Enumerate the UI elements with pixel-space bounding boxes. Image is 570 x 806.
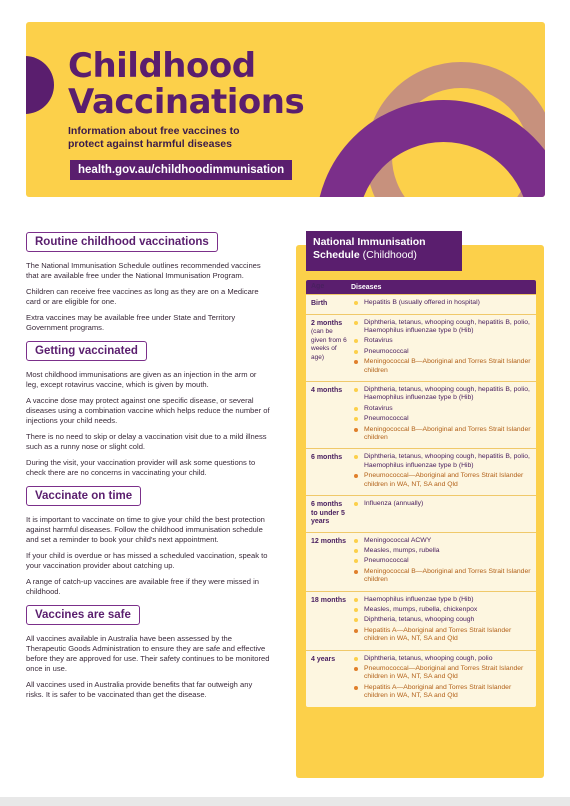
disease-item bbox=[351, 547, 532, 555]
disease-text: Pneumococcal bbox=[364, 557, 409, 565]
disease-item bbox=[351, 415, 532, 423]
paragraph: Extra vaccines may be available free under State and Territory Government programs. bbox=[26, 313, 236, 332]
age-label: 6 months bbox=[311, 454, 343, 462]
disease-item bbox=[351, 472, 532, 489]
paragraph: It is important to vaccinate on time to give your child the best protection against harmful diseases. Follow the childhood immunisation schedule and set a reminder to book your child's next appointment. bbox=[26, 515, 265, 544]
schedule-title: National Immunisation Schedule (Childhood) bbox=[306, 231, 462, 271]
table-row bbox=[306, 591, 536, 650]
column-header-diseases: Diseases bbox=[351, 283, 382, 291]
bullet-dot-icon bbox=[354, 407, 358, 411]
disease-item bbox=[351, 665, 532, 682]
table-row bbox=[306, 294, 536, 314]
left-column bbox=[26, 232, 270, 708]
bullet-dot-icon bbox=[354, 321, 358, 325]
section-routine bbox=[26, 232, 270, 333]
bullet-dot-icon bbox=[354, 388, 358, 392]
bullet-dot-icon bbox=[354, 360, 358, 364]
table-row bbox=[306, 495, 536, 532]
age-label: 4 months bbox=[311, 386, 343, 394]
disease-item bbox=[351, 358, 532, 375]
paragraph: All vaccines used in Australia provide benefits that far outweigh any risks. It is safer to be vaccinated than get the disease. bbox=[26, 680, 253, 699]
disease-text: Measles, mumps, rubella, chickenpox bbox=[364, 605, 478, 613]
table-row bbox=[306, 381, 536, 448]
paragraph: If your child is overdue or has missed a scheduled vaccination, speak to your vaccination provider about catching up. bbox=[26, 551, 268, 570]
age-cell bbox=[306, 449, 351, 495]
section-heading: Getting vaccinated bbox=[26, 341, 147, 361]
bullet-dot-icon bbox=[354, 667, 358, 671]
paragraph: A range of catch-up vaccines are available free if they were missed in childhood. bbox=[26, 577, 259, 596]
bullet-dot-icon bbox=[354, 629, 358, 633]
disease-text: Diphtheria, tetanus, whooping cough, hepatitis B, polio, Haemophilus influenzae type b (Hib) bbox=[364, 453, 530, 469]
section-vaccines-safe bbox=[26, 605, 270, 700]
bullet-dot-icon bbox=[354, 539, 358, 543]
paragraph: A vaccine dose may protect against one specific disease, or several diseases using a combination vaccine which helps reduce the number of injections your child needs. bbox=[26, 396, 270, 425]
disease-item bbox=[351, 386, 532, 403]
table-row bbox=[306, 314, 536, 381]
age-cell bbox=[306, 315, 351, 381]
diseases-cell bbox=[351, 651, 536, 707]
page-subtitle: Information about free vaccines to protect against harmful diseases bbox=[68, 125, 240, 150]
paragraph: All vaccines available in Australia have been assessed by the Therapeutic Goods Administration to ensure they are safe and effective before they are approved for use. Their safety continues to be monitored once in use. bbox=[26, 634, 270, 673]
section-heading: Vaccines are safe bbox=[26, 605, 140, 625]
bullet-dot-icon bbox=[354, 608, 358, 612]
age-note: (can be given from 6 weeks of age) bbox=[311, 328, 347, 361]
bullet-dot-icon bbox=[354, 474, 358, 478]
title-schedule: Schedule bbox=[313, 249, 360, 261]
disease-item bbox=[351, 627, 532, 644]
hero-decoration-circle bbox=[26, 56, 54, 114]
paragraph: Children can receive free vaccines as long as they are on a Medicare card or are eligible for one. bbox=[26, 287, 259, 306]
disease-text: Meningococcal B—Aboriginal and Torres Strait Islander children bbox=[364, 425, 531, 441]
age-cell bbox=[306, 295, 351, 314]
age-label: 4 years bbox=[311, 655, 336, 663]
disease-text: Pneumococcal bbox=[364, 347, 409, 355]
diseases-cell bbox=[351, 496, 536, 532]
disease-item bbox=[351, 616, 532, 624]
table-header bbox=[306, 280, 536, 294]
column-header-age: Age bbox=[311, 282, 325, 290]
disease-text: Haemophilus influenzae type b (Hib) bbox=[364, 595, 474, 603]
paragraph: There is no need to skip or delay a vaccination visit due to a mild illness such as a runny nose or slight cold. bbox=[26, 432, 267, 451]
page-title: Childhood Vaccinations bbox=[68, 46, 305, 122]
age-cell bbox=[306, 592, 351, 650]
disease-text: Diphtheria, tetanus, whooping cough, polio bbox=[364, 654, 493, 662]
disease-text: Measles, mumps, rubella bbox=[364, 546, 440, 554]
disease-text: Hepatitis A—Aboriginal and Torres Strait Islander children in WA, NT, SA and Qld bbox=[364, 626, 512, 643]
bullet-dot-icon bbox=[354, 598, 358, 602]
age-cell bbox=[306, 651, 351, 707]
diseases-cell bbox=[351, 315, 536, 381]
disease-item bbox=[351, 655, 532, 663]
disease-text: Hepatitis A—Aboriginal and Torres Strait Islander children in WA, NT, SA and Qld bbox=[364, 683, 512, 700]
disease-text: Meningococcal ACWY bbox=[364, 536, 432, 544]
disease-item bbox=[351, 319, 532, 336]
disease-item bbox=[351, 348, 532, 356]
diseases-cell bbox=[351, 449, 536, 495]
section-heading: Vaccinate on time bbox=[26, 486, 141, 506]
table-row bbox=[306, 650, 536, 707]
section-vaccinate-on-time bbox=[26, 486, 270, 597]
disease-item bbox=[351, 453, 532, 470]
table-body bbox=[306, 294, 536, 707]
disease-text: Pneumococcal bbox=[364, 415, 409, 423]
bullet-dot-icon bbox=[354, 570, 358, 574]
age-cell bbox=[306, 382, 351, 448]
age-label: 18 months bbox=[311, 596, 347, 604]
disease-item bbox=[351, 500, 532, 508]
disease-text: Diphtheria, tetanus, whooping cough bbox=[364, 616, 475, 624]
disease-text: Rotavirus bbox=[364, 404, 393, 412]
age-label: 2 months bbox=[311, 319, 343, 327]
paragraph: During the visit, your vaccination provider will ask some questions to check there are no concerns in vaccinating your child. bbox=[26, 458, 256, 477]
bullet-dot-icon bbox=[354, 339, 358, 343]
disease-item bbox=[351, 337, 532, 345]
paragraph: Most childhood immunisations are given as an injection in the arm or leg, except rotavirus vaccine, which is given by mouth. bbox=[26, 370, 257, 389]
bullet-dot-icon bbox=[354, 301, 358, 305]
disease-text: Hepatitis B (usually offered in hospital) bbox=[364, 299, 480, 306]
age-cell bbox=[306, 496, 351, 532]
disease-text: Pneumococcal—Aboriginal and Torres Strait Islander children in WA, NT, SA and Qld bbox=[364, 664, 524, 681]
disease-item bbox=[351, 606, 532, 614]
disease-text: Meningococcal B—Aboriginal and Torres Strait Islander children bbox=[364, 567, 531, 584]
section-heading: Routine childhood vaccinations bbox=[26, 232, 218, 252]
bullet-dot-icon bbox=[354, 350, 358, 354]
disease-item bbox=[351, 537, 532, 545]
schedule-table bbox=[306, 280, 536, 707]
title-childhood: (Childhood) bbox=[362, 249, 417, 261]
disease-item bbox=[351, 684, 532, 701]
page-bottom-edge bbox=[0, 797, 570, 806]
bullet-dot-icon bbox=[354, 428, 358, 432]
disease-text: Pneumococcal—Aboriginal and Torres Strait Islander children in WA, NT, SA and Qld bbox=[364, 472, 524, 488]
diseases-cell bbox=[351, 295, 536, 314]
bullet-dot-icon bbox=[354, 686, 358, 690]
age-cell bbox=[306, 533, 351, 591]
diseases-cell bbox=[351, 533, 536, 591]
disease-text: Diphtheria, tetanus, whooping cough, hepatitis B, polio, Haemophilus influenzae type b (Hib) bbox=[364, 385, 530, 402]
disease-text: Meningococcal B—Aboriginal and Torres Strait Islander children bbox=[364, 358, 531, 374]
diseases-cell bbox=[351, 592, 536, 650]
paragraph: The National Immunisation Schedule outlines recommended vaccines that are available free under the National Immunisation Program. bbox=[26, 261, 261, 280]
disease-item bbox=[351, 299, 532, 307]
disease-item bbox=[351, 405, 532, 413]
table-row bbox=[306, 448, 536, 495]
age-label: 6 months to under 5 years bbox=[311, 501, 345, 525]
bullet-dot-icon bbox=[354, 502, 358, 506]
website-link[interactable]: health.gov.au/childhoodimmunisation bbox=[70, 160, 292, 180]
disease-text: Rotavirus bbox=[364, 337, 393, 345]
disease-item bbox=[351, 568, 532, 585]
disease-item bbox=[351, 557, 532, 565]
bullet-dot-icon bbox=[354, 657, 358, 661]
table-row bbox=[306, 532, 536, 591]
bullet-dot-icon bbox=[354, 455, 358, 459]
bullet-dot-icon bbox=[354, 618, 358, 622]
disease-text: Influenza (annually) bbox=[364, 500, 424, 507]
disease-item bbox=[351, 596, 532, 604]
bullet-dot-icon bbox=[354, 559, 358, 563]
diseases-cell bbox=[351, 382, 536, 448]
age-label: Birth bbox=[311, 300, 328, 307]
section-getting-vaccinated bbox=[26, 341, 270, 478]
age-label: 12 months bbox=[311, 537, 347, 545]
disease-item bbox=[351, 426, 532, 443]
bullet-dot-icon bbox=[354, 417, 358, 421]
bullet-dot-icon bbox=[354, 549, 358, 553]
disease-text: Diphtheria, tetanus, whooping cough, hepatitis B, polio, Haemophilus influenzae type b (Hib) bbox=[364, 318, 530, 334]
